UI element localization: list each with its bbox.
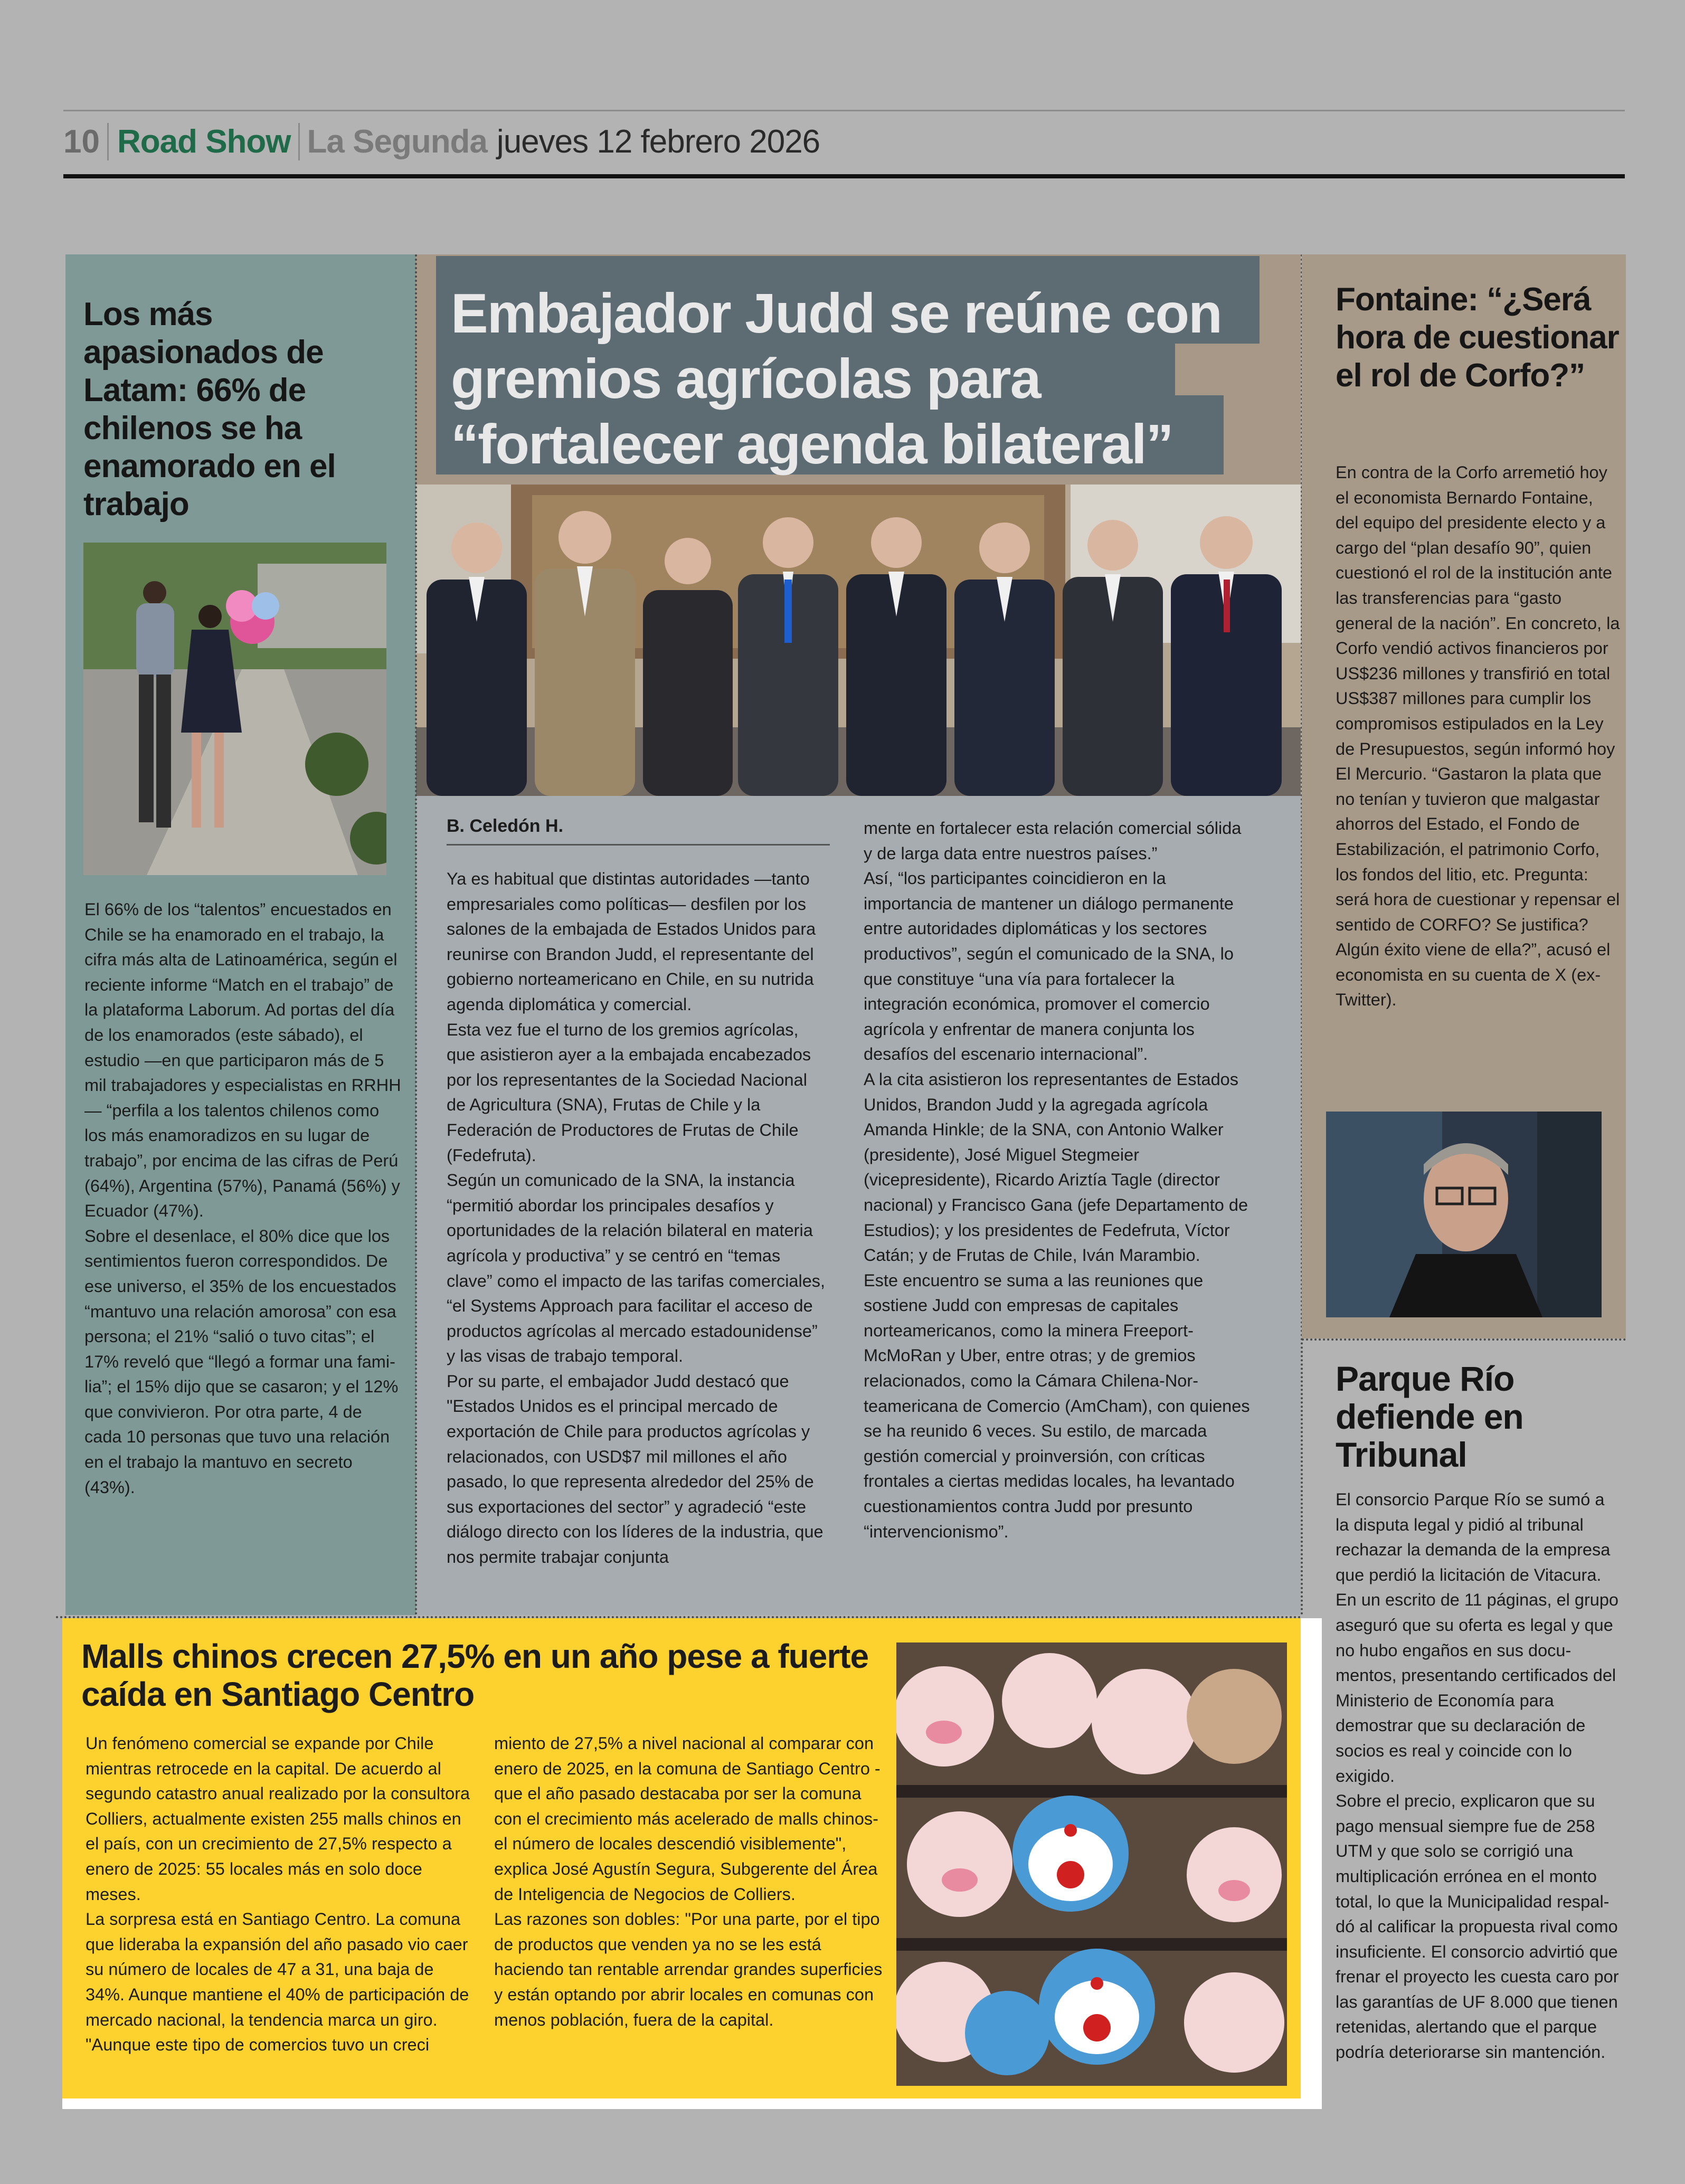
newspaper-name: La Segunda — [307, 123, 487, 160]
chinese-malls-body-column-1: Un fenómeno comercial se expande por Chile mientras retrocede en la capital. De acuerdo al segundo catastro anual realizado por la consultora Colliers, actualmente existen 255 malls chinos en el país, con un crecimiento de 27,5% respecto a enero de 2025: 55 locales más en solo doce meses. La sorpresa está en Santiago Centro. La comuna que lideraba la expansión del año pasado vio caer su número de locales de 47 a 31, una baja de 34%. Aunque mantiene el 40% de participación de mercado nacional, la tendencia marca un giro. "Aunque este tipo de comercios tuvo un creci — [86, 1734, 470, 2055]
ambassador-body-column-1: Ya es habitual que distintas autoridades —tanto empresariales como políticas— desfilen por los salones de la embajada de Estados Unidos para reunirse con Brandon Judd, el representante del gobierno norteamericano en Chile, en su nutrida agenda diplomática y comercial. Esta vez fue el turno de los gremios agrícolas, que asistieron ayer a la embajada encabezados por los representantes de la Sociedad Nacional de Agricultura (SNA), Frutas de Chile y la Federación de Productores de Frutas de Chile (Fedefruta). Según un comunicado de la SNA, la instancia “permitió abordar los principales desafíos y oportunidades de la relación bilateral en materia agrícola y productiva” y se centró en “temas clave” como el impacto de las tarifas comerciales, “el Systems Approach para facilitar el acceso de productos agrícolas al mercado estadounidense” y las visas de trabajo temporal. Por su parte, el embajador Judd destacó que "Estados Unidos es el principal mercado de exportación de Chile para productos agrícolas y relacionados, con USD$7 mil millones el año pasado, lo que representa alrededor del 25% de sus exportaciones del sector” y agradeció “este diálogo directo con los líderes de la industria, que nos permite trabajar conjunta — [447, 869, 826, 1567]
chinese-malls-article — [62, 1618, 1322, 2109]
love-at-work-article — [65, 254, 416, 1615]
chinese-malls-body-column-2: miento de 27,5% a nivel nacional al comparar con enero de 2025, en la comuna de Santiago Centro -que el año pasado destacaba por ser la comuna con el crecimiento más acelerado de malls chinos- el número de locales descendió visiblemente", explica José Agustín Segura, Subgerente del Área de Inteligencia de Negocios de Colliers. Las razones son dobles: "Por una parte, por el tipo de productos que venden ya no se les está haciendo tan rentable arrendar grandes superficies y están optando por abrir locales en comunas con menos población, fuera de la capital. — [494, 1734, 883, 2029]
masthead — [63, 115, 820, 168]
parque-rio-body: El consorcio Parque Río se sumó a la disputa legal y pidió al tribunal rechazar la demanda de la empresa que perdió la licitación de Vitacura. En un escrito de 11 páginas, el grupo aseguró que su oferta es legal y que no hubo engaños en sus documentos, presentando certificados del Ministerio de Economía para demostrar que su declaración de socios es real y coincide con lo exigido. Sobre el precio, explicaron que su pago mensual siempre fue de 258 UTM y que solo se corrigió una multiplicación errónea en el monto total, lo que la Municipalidad respaldó al calificar la propuesta rival como insuficiente. El consorcio advirtió que frenar el proyecto les cuesta caro por las garantías de UF 8.000 que tienen retenidas, alertando que el parque podría deteriorarse sin mantención. — [1336, 1490, 1619, 2062]
fontaine-body: En contra de la Corfo arremetió hoy el economista Bernardo Fontaine, del equipo del presidente electo y a cargo del “plan desafío 90”, quien cuestionó el rol de la institución ante las transferencias para “gasto general de la nación”. En concreto, la Corfo vendió activos financieros por US$236 millones y transfirió en total US$387 millones para cumplir los compromisos estipulados en la Ley de Presupuestos, según informó hoy El Mercurio. “Gastaron la plata que no tenían y tuvieron que malgastar ahorros del Estado, el Fondo de Estabilización, el patrimonio Corfo, los fondos del litio, etc. Pregunta: será hora de cuestionar y repensar el sentido de CORFO? Se justifica? Algún éxito viene de ella?”, acusó el economista en su cuenta de X (ex-Twitter). — [1336, 463, 1620, 1010]
fontaine-headline: Fontaine: “¿Será hora de cuestionar el rol de Corfo?” — [1336, 281, 1619, 394]
love-at-work-headline: Los más apasionados de Latam: 66% de chilenos se ha enamorado en el trabajo — [83, 296, 336, 523]
fontaine-portrait — [1326, 1112, 1602, 1317]
love-at-work-body: El 66% de los “talentos” encuestados en Chile se ha enamorado en el trabajo, la cifra más alta de Latinoamérica, según el reciente informe “Match en el trabajo” de la plataforma Laborum. Ad portas del día de los enamorados (este sábado), el estudio —en que participaron más de 5 mil trabajadores y especialistas en RRHH— “perfila a los talentos chilenos como los más enamoradizos en su lugar de trabajo”, por encima de las cifras de Perú (64%), Argentina (57%), Panamá (56%) y Ecuador (47%). Sobre el desenlace, el 80% dice que los sentimientos fueron correspondidos. De ese universo, el 35% de los encuestados “mantuvo una relación amorosa” con esa persona; el 21% “salió o tuvo citas”; el 17% reveló que “llegó a formar una familia”; el 15% dijo que se casaron; y el 12% que convivieron. Por otra parte, 4 de cada 10 personas que tuvo una relación en el trabajo la mantuvo en secreto (43%). — [84, 900, 401, 1497]
ambassador-headline: Embajador Judd se reúne con gremios agrícolas para “fortalecer agenda bilateral” — [451, 282, 1222, 476]
group-photo — [416, 485, 1301, 796]
byline: B. Celedón H. — [447, 816, 830, 846]
parque-rio-headline: Parque Río defiende en Tribunal — [1336, 1359, 1523, 1474]
fontaine-article — [1302, 254, 1626, 1338]
section-name: Road Show — [109, 123, 300, 160]
chinese-malls-box — [62, 1618, 1301, 2098]
ambassador-body-column-2: mente en fortalecer esta relación comercial sólida y de larga data entre nuestros países.” Así, “los participantes coincidieron en la importancia de mantener un diálogo permanente entre autoridades diplomáticas y los sectores productivos”, según el comunicado de la SNA, lo que constituye “una vía para fortalecer la integración económica, promover el comercio agrícola y enfrentar de manera conjunta los desafíos del escenario internacional”. A la cita asistieron los representantes de Estados Unidos, Brandon Judd y la agregada agrícola Amanda Hinkle; de la SNA, con Antonio Walker (presidente), José Miguel Stegmeier (vicepresidente), Ricardo Ariztía Tagle (director nacional) y Francisco Gana (jefe Departamento de Estudios); y los presidentes de Fedefruta, Víctor Catán; y de Frutas de Chile, Iván Marambio. Este encuentro se suma a las reuniones que sostiene Judd con empresas de capitales norteamericanos, como la minera Freeport-McMoRan y Uber, entre otras; y de gremios relacionados, como la Cámara Chilena-Norteamericana de Comercio (AmCham), con quienes se ha reunido 6 veces. Su estilo, de marcada gestión comercial y proinversión, con críticas frontales a ciertas medidas locales, ha levantado cuestionamientos contra Judd por presunto “intervencionismo”. — [864, 819, 1250, 1541]
couple-photo — [83, 543, 386, 875]
plush-toys-photo — [896, 1642, 1287, 2086]
issue-date: jueves 12 febrero 2026 — [496, 123, 820, 160]
masthead-top-rule — [63, 110, 1625, 111]
parque-rio-article — [1302, 1338, 1626, 2104]
ambassador-article — [416, 254, 1301, 1615]
page-number: 10 — [63, 123, 109, 160]
masthead-bottom-rule — [63, 174, 1625, 178]
chinese-malls-headline: Malls chinos crecen 27,5% en un año pese a fuerte caída en Santiago Centro — [81, 1637, 869, 1713]
column-divider — [415, 254, 417, 1616]
